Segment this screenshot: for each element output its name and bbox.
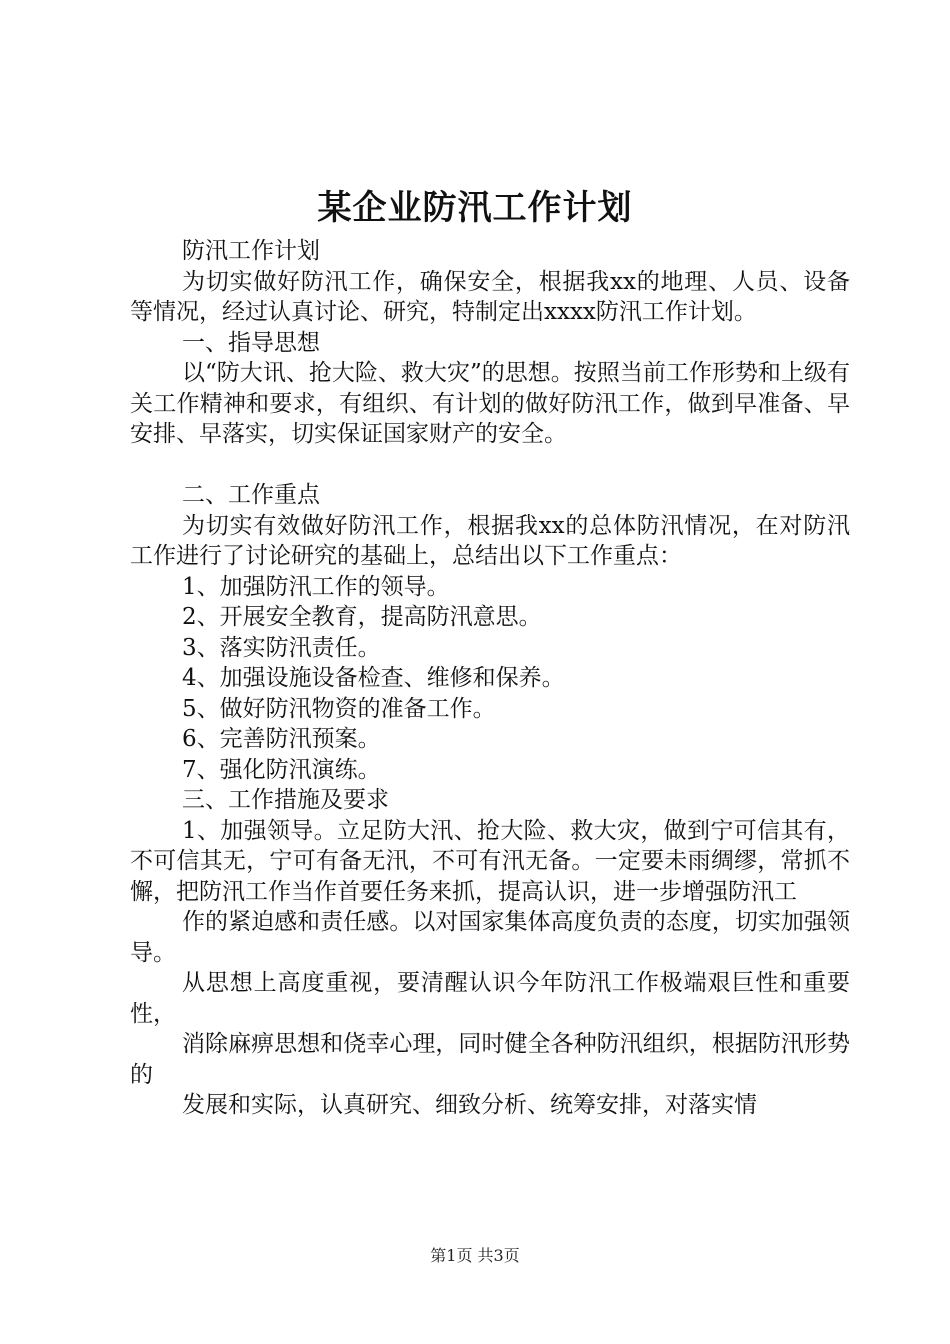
- list-item: 3、落实防汛责任。: [182, 634, 381, 661]
- paragraph-measures-5: 发展和实际，认真研究、细致分析、统筹安排，对落实情: [182, 1092, 757, 1118]
- list-item: 7、强化防汛演练。: [182, 756, 381, 783]
- paragraph-guiding-thought: 以“防大讯、抢大险、救大灾”的思想。按照当前工作形势和上级有关工作精神和要求，有组织、有计划的做好防汛工作，做到早准备、早安排、早落实，切实保证国家财产的安全。: [130, 360, 850, 447]
- section-heading-guiding-thought: 一、指导思想: [182, 329, 320, 356]
- document-body: [130, 236, 850, 1121]
- page-number: 第1页 共3页: [430, 1246, 520, 1265]
- paragraph-work-focus: 为切实有效做好防汛工作，根据我xx的总体防汛情况，在对防汛工作进行了讨论研究的基础上，总结出以下工作重点：: [130, 512, 850, 569]
- paragraph-measures-4: 消除麻痹思想和侥幸心理，同时健全各种防汛组织，根据防汛形势的: [130, 1031, 850, 1088]
- list-item: 2、开展安全教育，提高防汛意思。: [182, 604, 542, 630]
- blank-line: [130, 450, 850, 481]
- list-item: 5、做好防汛物资的准备工作。: [182, 695, 496, 722]
- section-heading-work-focus: 二、工作重点: [182, 482, 320, 508]
- list-item: 1、加强防汛工作的领导。: [182, 573, 450, 600]
- paragraph-measures-2: 作的紧迫感和责任感。以对国家集体高度负责的态度，切实加强领导。: [130, 909, 850, 966]
- paragraph-subtitle: 防汛工作计划: [182, 238, 320, 264]
- list-item: 4、加强设施设备检查、维修和保养。: [182, 665, 565, 691]
- list-item: 6、完善防汛预案。: [182, 726, 381, 752]
- paragraph-measures-3: 从思想上高度重视，要清醒认识今年防汛工作极端艰巨性和重要性，: [130, 970, 850, 1027]
- paragraph-measures-1: 1、加强领导。立足防大汛、抢大险、救大灾，做到宁可信其有，不可信其无，宁可有备无汛，不可有汛无备。一定要未雨绸缪，常抓不懈，把防汛工作当作首要任务来抓，提高认识，进一步增强防汛工: [130, 817, 850, 905]
- document-title: 某企业防汛工作计划: [317, 188, 633, 228]
- section-heading-measures: 三、工作措施及要求: [182, 787, 389, 813]
- paragraph-intro: 为切实做好防汛工作，确保安全，根据我xx的地理、人员、设备等情况，经过认真讨论、研究，特制定出xxxx防汛工作计划。: [130, 268, 850, 325]
